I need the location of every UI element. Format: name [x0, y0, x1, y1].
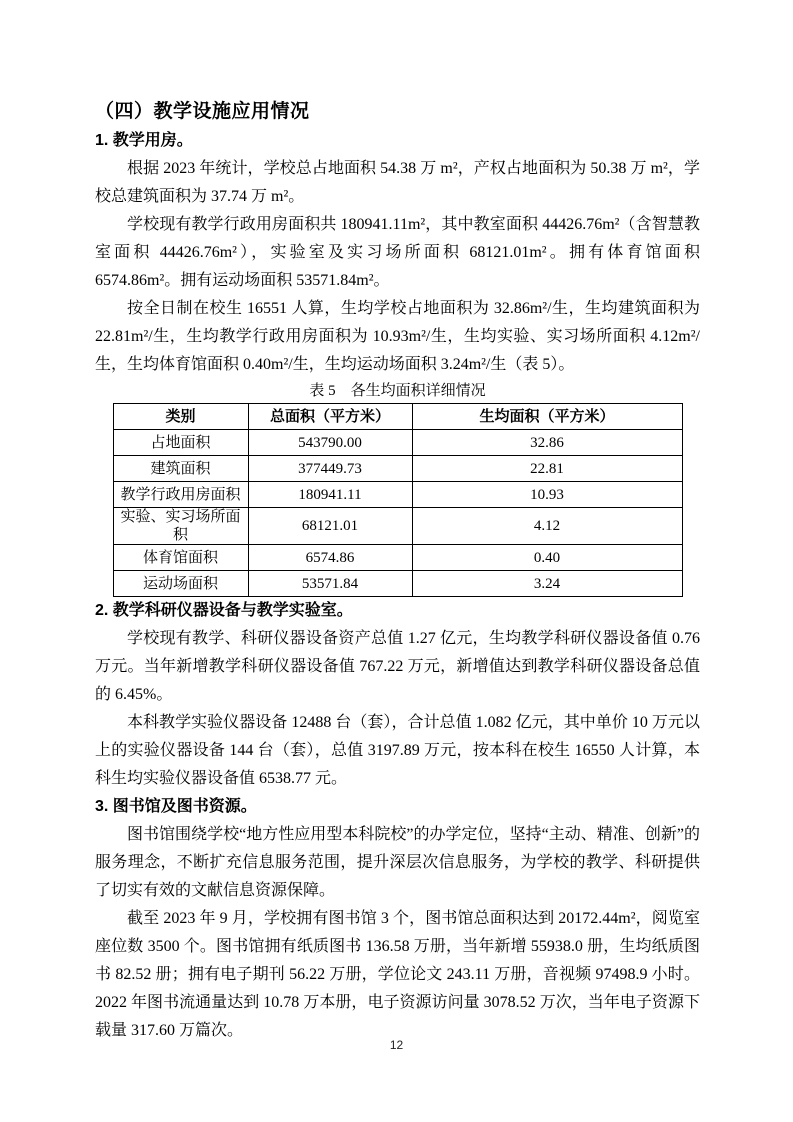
table-row — [113, 508, 682, 545]
cell-total: 68121.01 — [248, 508, 412, 545]
cell-category: 教学行政用房面积 — [113, 482, 248, 508]
col-header-category: 类别 — [113, 404, 248, 430]
subsection-3-title: 3. 图书馆及图书资源。 — [95, 798, 257, 815]
cell-total: 543790.00 — [248, 430, 412, 456]
table-header-row — [113, 404, 682, 430]
paragraph: 根据 2023 年统计，学校总占地面积 54.38 万 m²，产权占地面积为 50.38 万 m²，学校总建筑面积为 37.74 万 m²。 — [95, 160, 700, 205]
cell-per-student: 32.86 — [412, 430, 682, 456]
table-row — [113, 482, 682, 508]
page-number: 12 — [389, 1038, 404, 1052]
col-header-per-student-area: 生均面积（平方米） — [412, 404, 682, 430]
cell-total: 53571.84 — [248, 571, 412, 597]
cell-total: 6574.86 — [248, 545, 412, 571]
paragraph: 按全日制在校生 16551 人算，生均学校占地面积为 32.86m²/生，生均建筑面积为22.81m²/生，生均教学行政用房面积为 10.93m²/生，生均实验、实习场所面积 4.12m²/生，生均体育馆面积 0.40m²/生，生均运动场面积 3.24m²/生（表 5）。 — [95, 300, 700, 373]
paragraph: 截至 2023 年 9 月，学校拥有图书馆 3 个，图书馆总面积达到 20172.44m²，阅览室座位数 3500 个。图书馆拥有纸质图书 136.58 万册，当年新增 55938.0 册，生均纸质图书 82.52 册；拥有电子期刊 56.22 万册，学位论文 243.11 万册，音视频 97498.9 小时。2022 年图书流通量达到 10.78 万本册，电子资源访问量 3078.52 万次，当年电子资源下载量 317.60 万篇次。 — [95, 910, 700, 1039]
cell-per-student: 10.93 — [412, 482, 682, 508]
cell-total: 180941.11 — [248, 482, 412, 508]
paragraph: 图书馆围绕学校“地方性应用型本科院校”的办学定位，坚持“主动、精准、创新”的服务理念，不断扩充信息服务范围，提升深层次信息服务，为学校的教学、科研提供了切实有效的文献信息资源保障。 — [95, 826, 700, 899]
table-5 — [113, 403, 683, 597]
table-row — [113, 545, 682, 571]
section-heading: （四）教学设施应用情况 — [95, 101, 310, 122]
subsection-2-title: 2. 教学科研仪器设备与教学实验室。 — [95, 602, 353, 619]
table-row — [113, 571, 682, 597]
paragraph: 本科教学实验仪器设备 12488 台（套），合计总值 1.082 亿元，其中单价 10 万元以上的实验仪器设备 144 台（套），总值 3197.89 万元，按本科在校生 16550 人计算，本科生均实验仪器设备值 6538.77 元。 — [95, 714, 700, 787]
cell-category: 建筑面积 — [113, 456, 248, 482]
cell-per-student: 22.81 — [412, 456, 682, 482]
cell-total: 377449.73 — [248, 456, 412, 482]
table-row — [113, 456, 682, 482]
cell-category: 实验、实习场所面积 — [113, 508, 248, 545]
cell-per-student: 0.40 — [412, 545, 682, 571]
paragraph: 学校现有教学、科研仪器设备资产总值 1.27 亿元，生均教学科研仪器设备值 0.76 万元。当年新增教学科研仪器设备值 767.22 万元，新增值达到教学科研仪器设备总值的 6.45%。 — [95, 630, 700, 703]
table-5-caption: 表 5 各生均面积详细情况 — [309, 383, 486, 399]
cell-per-student: 4.12 — [412, 508, 682, 545]
paragraph: 学校现有教学行政用房面积共 180941.11m²，其中教室面积 44426.76m²（含智慧教室面积 44426.76m²），实验室及实习场所面积 68121.01m²。拥有体育馆面积 6574.86m²。拥有运动场面积 53571.84m²。 — [95, 216, 700, 289]
cell-category: 占地面积 — [113, 430, 248, 456]
cell-per-student: 3.24 — [412, 571, 682, 597]
cell-category: 体育馆面积 — [113, 545, 248, 571]
col-header-total-area: 总面积（平方米） — [248, 404, 412, 430]
subsection-1-title: 1. 教学用房。 — [95, 132, 193, 149]
table-row — [113, 430, 682, 456]
cell-category: 运动场面积 — [113, 571, 248, 597]
